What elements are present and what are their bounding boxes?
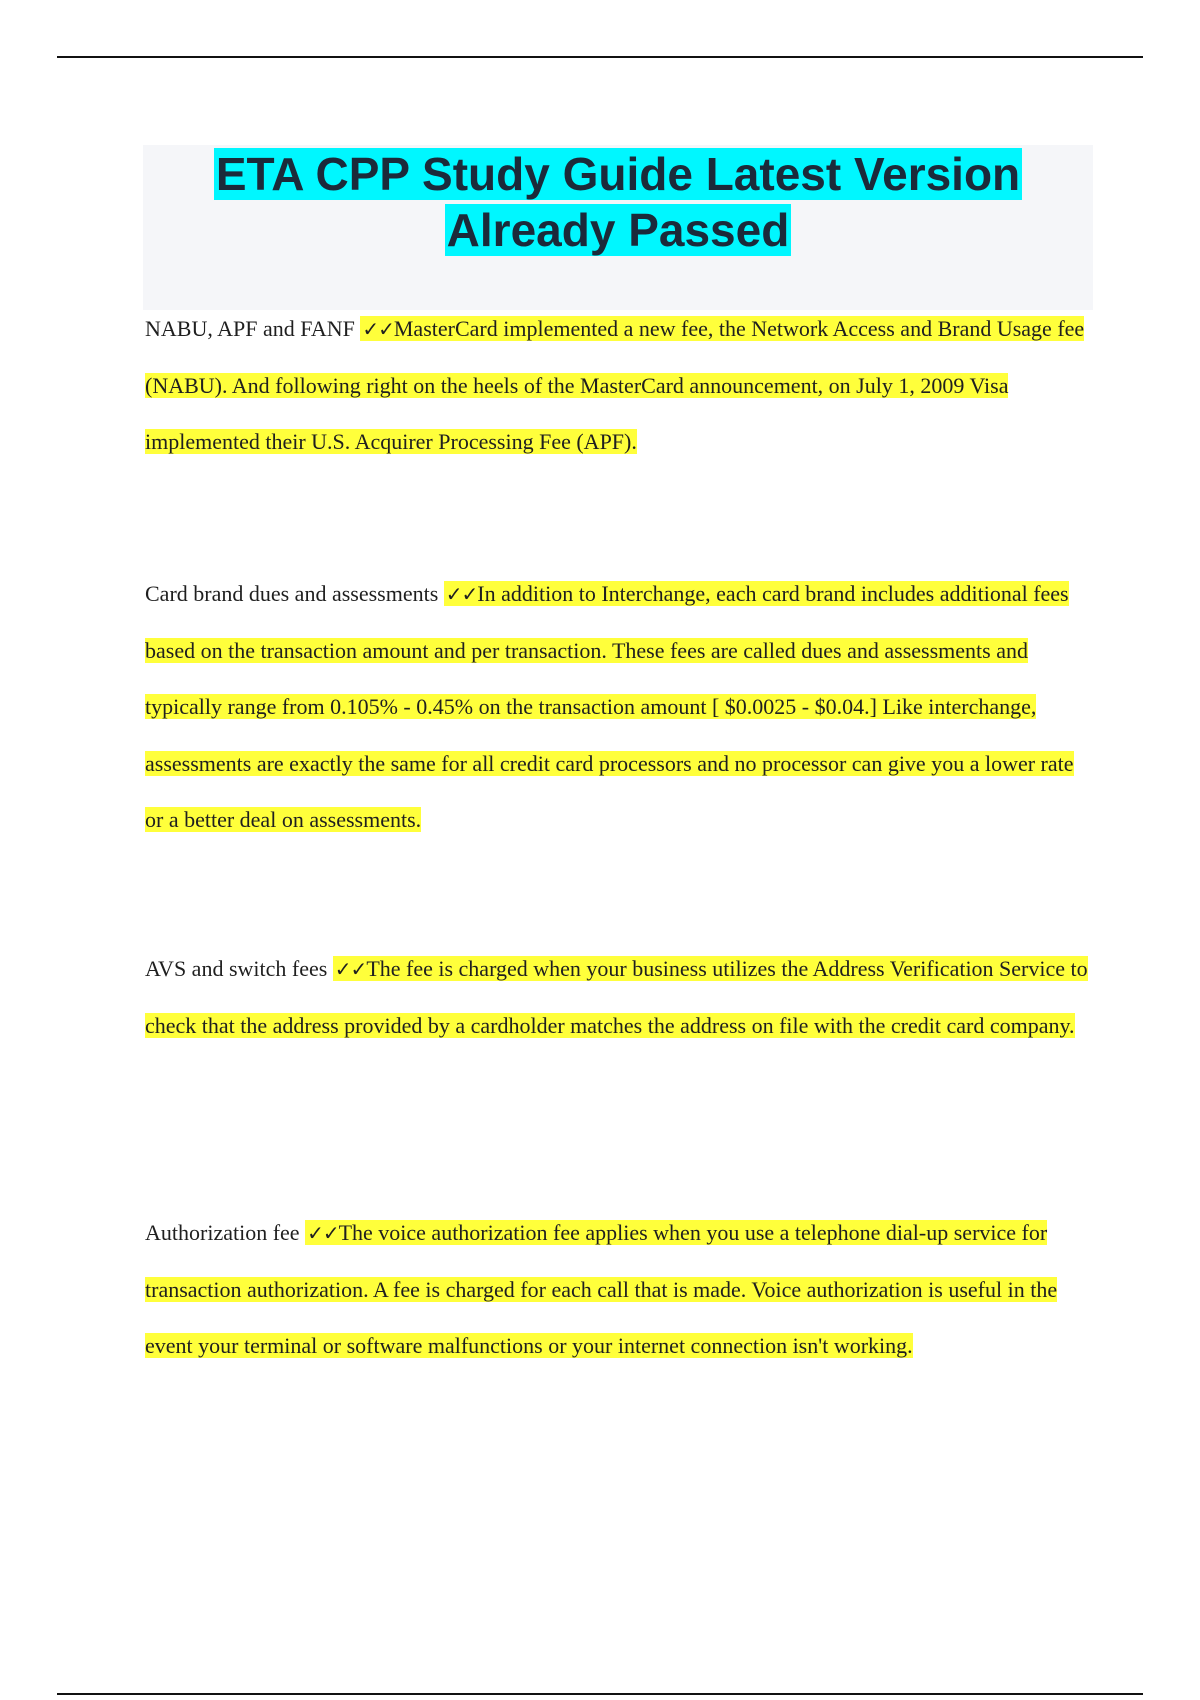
double-check-icon: ✓✓ [362, 317, 394, 341]
flashcard-entry [145, 301, 1095, 471]
title-line-1: ETA CPP Study Guide Latest Version [215, 148, 1021, 200]
footer-rule [57, 1693, 1143, 1695]
title-line-2: Already Passed [446, 204, 790, 256]
entry-answer: In addition to Interchange, each card brand includes additional fees based on the transaction amount and per transaction. These fees are called dues and assessments and typically range from 0.105% - 0.45% on the transaction amount [ $0.0025 - $0.04.] Like interchange, assessments are exactly the same for all credit card processors and no processor can give you a lower rate or a better deal on assessments. [145, 581, 1074, 832]
entry-term: AVS and switch fees [145, 956, 328, 981]
entry-term: Card brand dues and assessments [145, 581, 439, 606]
entry-term: Authorization fee [145, 1220, 300, 1245]
entry-answer: The voice authorization fee applies when you use a telephone dial-up service for transaction authorization. A fee is charged for each call that is made. Voice authorization is useful in the event your terminal or software malfunctions or your internet connection isn't working. [145, 1220, 1058, 1358]
entry-answer: The fee is charged when your business utilizes the Address Verification Service to check that the address provided by a cardholder matches the address on file with the credit card company. [145, 956, 1088, 1038]
entry-answer: MasterCard implemented a new fee, the Network Access and Brand Usage fee (NABU). And following right on the heels of the MasterCard announcement, on July 1, 2009 Visa implemented their U.S. Acquirer Processing Fee (APF). [145, 316, 1085, 454]
entry-term: NABU, APF and FANF [145, 316, 355, 341]
entry-answer-highlight [145, 581, 1074, 832]
flashcard-entry [145, 1205, 1095, 1375]
document-title [143, 145, 1093, 258]
header-rule [57, 56, 1143, 58]
flashcard-entry [145, 566, 1095, 849]
flashcard-entry [145, 941, 1095, 1054]
double-check-icon: ✓✓ [307, 1221, 339, 1245]
double-check-icon: ✓✓ [445, 582, 478, 606]
double-check-icon: ✓✓ [334, 957, 367, 981]
